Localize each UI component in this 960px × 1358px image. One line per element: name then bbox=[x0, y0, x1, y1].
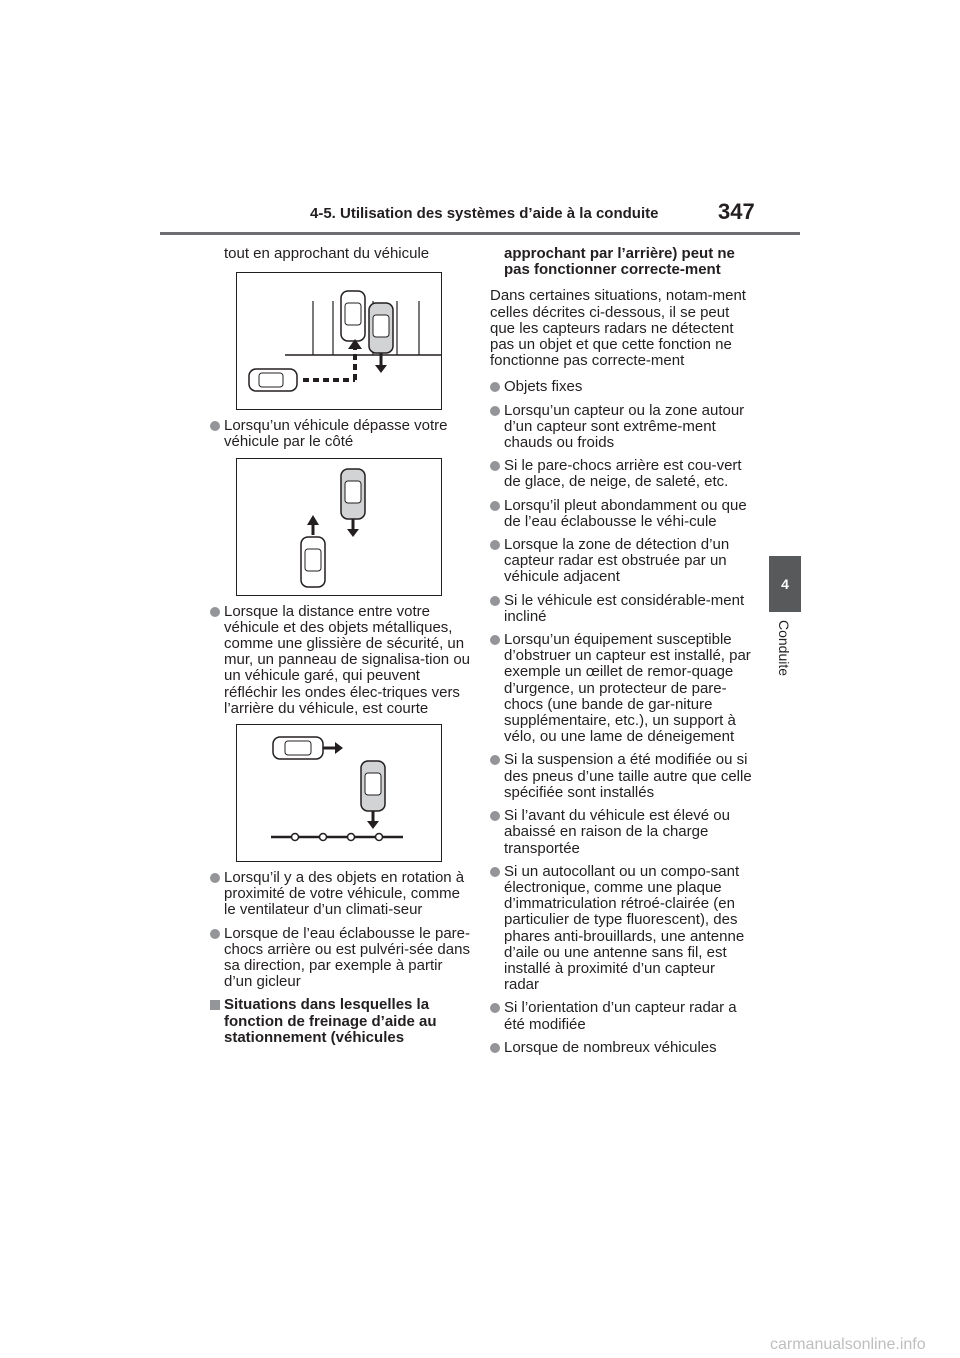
bullet-dot-icon bbox=[490, 1003, 500, 1013]
header-divider bbox=[160, 232, 800, 235]
bullet-item: Si un autocollant ou un compo-sant électronique, comme une plaque d’immatriculation rétroé-clairée (en particulier de type fluorescent), des phares anti-brouillards, une antenne d’aile ou une antenne sans fil, est installé à proximité d’un capteur radar bbox=[490, 864, 752, 994]
right-column bbox=[490, 246, 752, 1063]
bullet-dot-icon bbox=[490, 406, 500, 416]
bullet-dot-icon bbox=[490, 501, 500, 511]
bullet-item: Si la suspension a été modifiée ou si des pneus d’une taille autre que celle spécifiée sont installés bbox=[490, 752, 752, 801]
figure-parking-approach bbox=[236, 272, 442, 410]
bullet-dot-icon bbox=[490, 596, 500, 606]
left-column bbox=[210, 246, 472, 1046]
parking-approach-illustration bbox=[237, 273, 443, 411]
bullet-dot-icon bbox=[490, 811, 500, 821]
bullet-item: Lorsqu’il pleut abondamment ou que de l’eau éclabousse le véhi-cule bbox=[490, 498, 752, 530]
watermark: carmanualsonline.info bbox=[770, 1336, 926, 1353]
bullet-item: Lorsque la distance entre votre véhicule et des objets métalliques, comme une glissière de sécurité, un mur, un panneau de signalisa-tion ou un véhicule garé, qui peuvent réfléchir les ondes élec-triques vers l’arrière du véhicule, est courte bbox=[210, 604, 472, 717]
metal-objects-illustration bbox=[237, 725, 443, 863]
bullet-item: Objets fixes bbox=[490, 379, 752, 395]
bullet-dot-icon bbox=[490, 382, 500, 392]
bullet-item: Si le véhicule est considérable-ment incliné bbox=[490, 593, 752, 625]
figure-metal-objects bbox=[236, 724, 442, 862]
bullet-dot-icon bbox=[490, 1043, 500, 1053]
figure-overtaking-vehicle bbox=[236, 458, 442, 596]
bullet-dot-icon bbox=[490, 540, 500, 550]
chapter-tab[interactable] bbox=[769, 556, 801, 612]
section-heading-continued: approchant par l’arrière) peut ne pas fonctionner correcte-ment bbox=[504, 245, 735, 279]
bullet-item: Lorsqu’un équipement susceptible d’obstruer un capteur est installé, par exemple un œillet de remor-quage d’urgence, un protecteur de pare-chocs (une bande de gar-niture supplémentaire, etc.), un support à vélo, ou une lame de déneigement bbox=[490, 632, 752, 745]
bullet-dot-icon bbox=[210, 929, 220, 939]
intro-paragraph: Dans certaines situations, notam-ment celles décrites ci-dessous, il se peut que les capteurs radars ne détectent pas un objet et que cette fonction ne fonctionne pas correcte-ment bbox=[490, 287, 746, 370]
chapter-label: Conduite bbox=[776, 620, 792, 677]
bullet-dot-icon bbox=[210, 607, 220, 617]
page-number: 347 bbox=[718, 199, 755, 224]
bullet-dot-icon bbox=[490, 635, 500, 645]
bullet-dot-icon bbox=[210, 873, 220, 883]
bullet-dot-icon bbox=[490, 461, 500, 471]
intro-text: tout en approchant du véhicule bbox=[224, 245, 430, 262]
bullet-dot-icon bbox=[490, 867, 500, 877]
bullet-item: Si l’avant du véhicule est élevé ou abaissé en raison de la charge transportée bbox=[490, 808, 752, 857]
bullet-item: Lorsque la zone de détection d’un capteur radar est obstruée par un véhicule adjacent bbox=[490, 537, 752, 586]
chapter-number: 4 bbox=[781, 576, 789, 592]
square-bullet-icon bbox=[210, 1000, 220, 1010]
bullet-item: Lorsqu’un capteur ou la zone autour d’un capteur sont extrême-ment chauds ou froids bbox=[490, 403, 752, 452]
section-title: 4-5. Utilisation des systèmes d’aide à la conduite bbox=[310, 205, 659, 222]
bullet-item: Lorsque de nombreux véhicules bbox=[490, 1040, 752, 1056]
bullet-item: Si le pare-chocs arrière est cou-vert de glace, de neige, de saleté, etc. bbox=[490, 458, 752, 490]
bullet-item: Si l’orientation d’un capteur radar a été modifiée bbox=[490, 1000, 752, 1032]
overtaking-illustration bbox=[237, 459, 443, 597]
bullet-item: Lorsqu’il y a des objets en rotation à proximité de votre véhicule, comme le ventilateur d’un climati-seur bbox=[210, 870, 472, 919]
bullet-item: Lorsque de l’eau éclabousse le pare-chocs arrière ou est pulvéri-sée dans sa direction, par exemple à partir d’un gicleur bbox=[210, 926, 472, 991]
bullet-dot-icon bbox=[490, 755, 500, 765]
section-heading: Situations dans lesquelles la fonction de freinage d’aide au stationnement (véhicules bbox=[210, 997, 472, 1046]
bullet-item: Lorsqu’un véhicule dépasse votre véhicule par le côté bbox=[210, 418, 472, 450]
bullet-dot-icon bbox=[210, 421, 220, 431]
